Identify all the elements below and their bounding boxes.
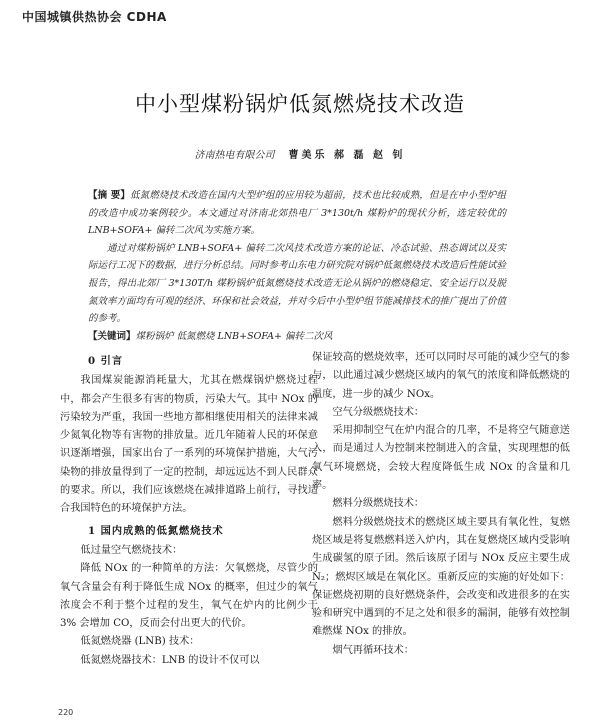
intro-paragraph: 我国煤炭能源消耗量大，尤其在燃煤锅炉燃烧过程中，都会产生很多有害的物质，污染大气。其中 NOx 的污染较为严重，我国一些地方都相继使用相关的法律来减少氮氧化物等有害物的排放量。近几年随着人民的环保意识逐渐增强，国家出台了一系列的环境保护措施，大气污染物的排放量得到了一定的控制，却远远达不到人民群众的要求。所以，我们应该燃烧在减排道路上前行，寻找适合我国特色的环境保护方法。 [60,375,318,515]
abstract-text-1: 低氮燃烧技术改造在国内大型炉组的应用较为超前，技术也比较成熟，但是在中小型炉组的改造中成功案例较少。本文通过对济南北郊热电厂 3*130t/h 煤粉炉的现状分析，选定较优的 LNB+SOFA+ 偏转二次风为实施方案。 [88,190,506,237]
abstract-block [88,187,506,345]
subhead-fuel-staging: 燃料分级燃烧技术： [332,498,425,510]
affiliation: 济南热电有限公司 [194,150,275,161]
paragraph-lnb-cont: 保证较高的燃烧效率，还可以同时尽可能的减少空气的参与，以此通过减少燃烧区域内的氧气的浓度和降低燃烧的温度，进一步的减少 NOx。 [312,352,570,400]
left-column [60,349,318,670]
article-title: 中小型煤粉锅炉低氮燃烧技术改造 [135,92,465,116]
subhead-flue-gas-recirculation: 烟气再循环技术： [332,644,414,656]
author-line [0,146,600,161]
subhead-lnb: 低氮燃烧器 (LNB) 技术： [80,636,200,648]
keywords-line [88,328,506,346]
paragraph-lnb: 低氮燃烧器技术：LNB 的设计不仅可以 [80,654,260,666]
author-names: 曹美乐 郝 磊 赵 钊 [288,150,406,161]
section-heading-intro: 0 引言 [88,355,124,367]
page-number: 220 [58,708,74,717]
journal-header: 中国城镇供热协会 CDHA [22,10,167,24]
right-column [312,349,570,660]
keywords-label: 【关键词】 [88,330,136,342]
keywords-text: 煤粉锅炉 低氮燃烧 LNB+SOFA+ 偏转二次风 [135,330,333,342]
paragraph-low-excess-air: 降低 NOx 的一种简单的方法：欠氧燃烧，尽管少的氧气含量会有利于降低生成 NOx 的概率，但过少的氧气浓度会不利于整个过程的发生，氧气在炉内的比例少于 3% 会增加 CO，反而会付出更大的代价。 [60,563,318,630]
paragraph-air-staging: 采用抑制空气在炉内混合的几率，不是将空气随意送入，而是通过人为控制来控制进入的含量，实现理想的低氧气环境燃烧，会较大程度降低生成 NOx 的含量和几率。 [312,425,570,492]
subhead-air-staging: 空气分级燃烧技术： [332,406,425,418]
abstract-paragraph-2: 通过对煤粉锅炉 LNB+SOFA+ 偏转二次风技术改造方案的论证、冷态试验、热态调试以及实际运行工况下的数据，进行分析总结。同时参考山东电力研究院对锅炉低氮燃烧技术改造后性能试验报告，得出北郊厂 3*130T/h 煤粉锅炉低氮燃烧技术改造无论从锅炉的燃烧稳定、安全运行以及脱氮效率方面均有可观的经济、环保和社会效益，并对今后中小型炉组节能减排技术的推广提出了价值的参考。 [88,242,507,325]
abstract-label: 【摘 要】 [88,190,131,201]
section-heading-1: 1 国内成熟的低氮燃烧技术 [88,524,224,537]
abstract-paragraph-1 [88,187,506,240]
paragraph-fuel-staging: 燃料分级燃烧技术的燃烧区域主要具有氧化性，复燃烧区域是将复燃燃料送入炉内，其在复燃烧区域内受影响生成碳氢的原子团。然后该原子团与 NOx 反应主要生成 N₂；燃烬区域是在氧化区。重新反应的实施的好处如下：保证燃烧初期的良好燃烧条件，会改变和改进很多的在实验和研究中遇到的不足之处和很多的漏洞，能够有效控制难燃煤 NOx 的排放。 [312,516,570,638]
subhead-low-excess-air: 低过量空气燃烧技术： [80,544,183,556]
